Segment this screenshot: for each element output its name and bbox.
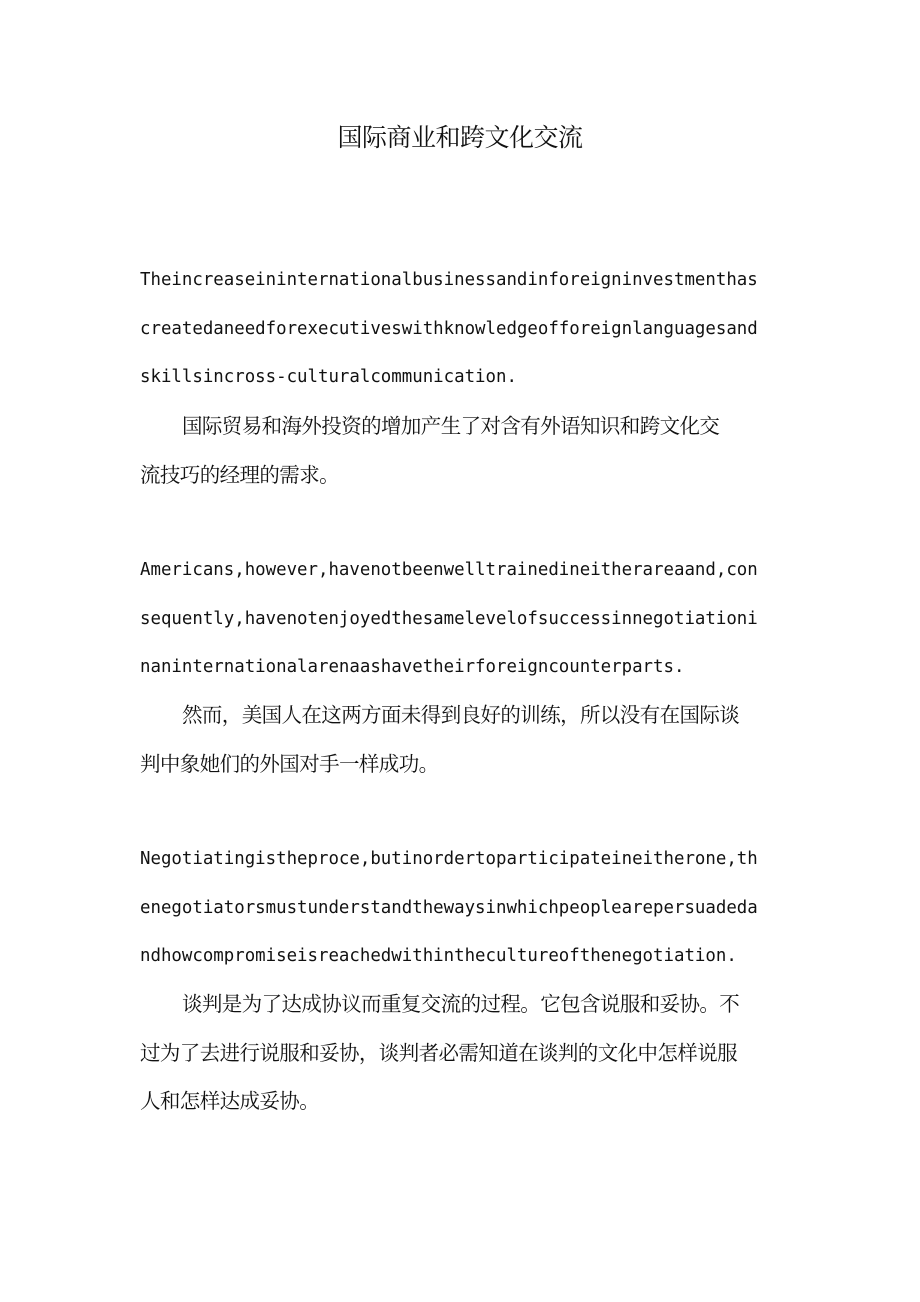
english-line: createdaneedforexecutiveswithknowledgeofforeignlanguagesand bbox=[140, 318, 758, 339]
english-line: sequently,havenotenjoyedthesamelevelofsuccessinnegotiationi bbox=[140, 608, 758, 629]
chinese-line: 然而，美国人在这两方面未得到良好的训练，所以没有在国际谈 bbox=[182, 703, 740, 727]
english-line: naninternationalarenaashavetheirforeigncounterparts. bbox=[140, 657, 685, 677]
chinese-paragraph-3 bbox=[140, 980, 785, 1126]
chinese-line: 谈判是为了达成协议而重复交流的过程。它包含说服和妥协。不 bbox=[182, 992, 740, 1016]
english-paragraph-2 bbox=[140, 546, 790, 692]
english-line: ndhowcompromiseisreachedwithintheculture​ofthenegotiation. bbox=[140, 946, 737, 966]
document-title: 国际商业和跨文化交流 bbox=[337, 123, 583, 152]
english-line: skillsincross-culturalcommunication. bbox=[140, 367, 517, 387]
english-paragraph-1 bbox=[140, 256, 790, 402]
chinese-line: 过为了去进行说服和妥协，谈判者必需知道在谈判的文化中怎样说服 bbox=[140, 1040, 737, 1065]
english-line: Theincreaseininternationalbusinessandinforeigninvestmenthas bbox=[140, 270, 758, 290]
chinese-line: 人和怎样达成妥协。 bbox=[140, 1089, 320, 1113]
chinese-line: 流技巧的经理的需求。 bbox=[140, 462, 339, 487]
chinese-paragraph-2 bbox=[140, 691, 785, 788]
chinese-line: 判中象她们的外国对手一样成功。 bbox=[140, 751, 439, 776]
english-paragraph-3 bbox=[140, 835, 790, 981]
chinese-paragraph-1 bbox=[140, 402, 785, 499]
chinese-line: 国际贸易和海外投资的增加产生了对含有外语知识和跨文化交 bbox=[182, 414, 720, 438]
english-line: enegotiatorsmustunderstandthewaysinwhichpeoplearepersuadeda bbox=[140, 897, 758, 918]
english-line: Americans,however,havenotbeenwelltrainedineitherareaand,con bbox=[140, 560, 758, 580]
english-line: Negotiatingistheproce,butinordertoparticipateineitherone,th bbox=[140, 849, 758, 869]
